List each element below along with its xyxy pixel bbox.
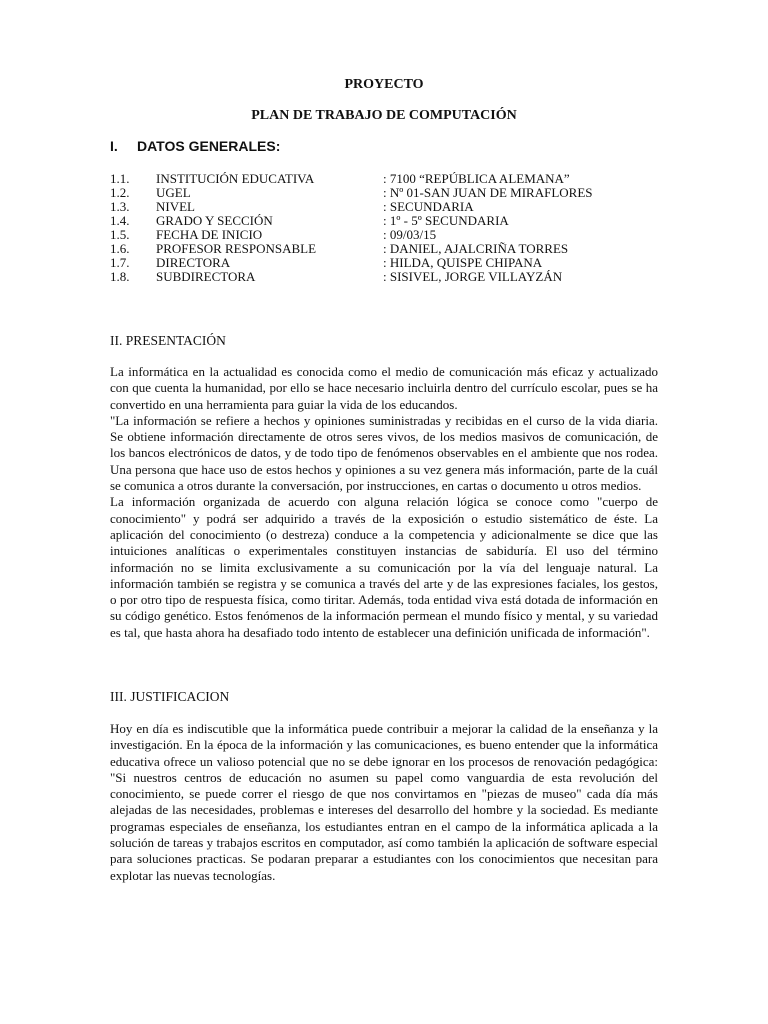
datos-row	[110, 200, 670, 214]
datos-label: SUBDIRECTORA	[156, 269, 256, 284]
datos-value: : 1º - 5º SECUNDARIA	[383, 213, 509, 228]
datos-row	[110, 242, 670, 256]
datos-label: FECHA DE INICIO	[156, 227, 263, 242]
datos-row	[110, 214, 670, 228]
datos-row	[110, 228, 670, 242]
datos-value: : DANIEL, AJALCRIÑA TORRES	[383, 241, 569, 256]
datos-generales-list	[110, 172, 670, 284]
datos-number: 1.3.	[110, 199, 130, 214]
datos-label: INSTITUCIÓN EDUCATIVA	[156, 171, 315, 186]
justificacion-body	[110, 721, 658, 884]
datos-label: DIRECTORA	[156, 255, 231, 270]
section-datos-generales-heading	[110, 138, 280, 154]
presentacion-body	[110, 364, 658, 641]
datos-label: UGEL	[156, 185, 191, 200]
datos-value: : 7100 “REPÚBLICA ALEMANA”	[383, 171, 570, 186]
section-number: I.	[110, 138, 118, 154]
datos-row	[110, 186, 670, 200]
paragraph: Hoy en día es indiscutible que la informática puede contribuir a mejorar la calidad de la enseñanza y la investigación. En la época de la información y las comunicaciones, es bueno entender que la informática educativa ofrece un valioso potencial que no se debe ignorar en los procesos de renovación pedagógica: "Si nuestros centros de educación no asumen su papel como vanguardia de esta revolución del conocimiento, se puede correr el riesgo de que nos convirtamos en "piezas de museo" cada día más alejadas de las necesidades, problemas e intereses del desarrollo del hombre y la sociedad. Es mediante programas especiales de enseñanza, los estudiantes entran en el campo de la informática aplicada a la solución de tareas y trabajos escritos en computador, así como también la aplicación de software especial para soluciones practicas. Se podaran preparar a estudiantes con los conocimientos que necesitan para explotar las nuevas tecnologías.	[110, 721, 658, 883]
datos-label: GRADO Y SECCIÓN	[156, 213, 273, 228]
datos-value: : Nº 01-SAN JUAN DE MIRAFLORES	[383, 185, 593, 200]
paragraph: "La información se refiere a hechos y opiniones suministradas y recibidas en el curso de la vida diaria. Se obtiene información directamente de otros seres vivos, de los medios masivos de comunicación, de los bancos electrónicos de datos, y de todo tipo de fenómenos observables en el ambiente que nos rodea. Una persona que hace uso de estos hechos y opiniones a su vez genera más información, parte de la cuál se comunica a otros durante la conversación, por instrucciones, en cartas o documento u otros medios.	[110, 412, 658, 494]
paragraph: La información organizada de acuerdo con alguna relación lógica se conoce como "cuerpo de conocimiento" y podrá ser adquirido a través de la exposición o estudio sistemático de éste. La aplicación del conocimiento (o destreza) conduce a la competencia y adicionalmente se dice que las intuiciones analíticas o experimentales constituyen instancias de sabiduría. El uso del término información no se limita exclusivamente a su comunicación por la vía del lenguaje natural. La información también se registra y se comunica a través del arte y de las expresiones faciales, los gestos, o por otro tipo de respuesta física, como tiritar. Además, toda entidad viva está dotada de información en su código genético. Estos fenómenos de la información permean el mundo físico y mental, y su variedad es tal, que hasta ahora ha desafiado todo intento de establecer una definición unificada de información".	[110, 494, 658, 640]
document-subtitle: PLAN DE TRABAJO DE COMPUTACIÓN	[251, 108, 517, 123]
datos-value: : HILDA, QUISPE CHIPANA	[383, 255, 543, 270]
datos-number: 1.4.	[110, 213, 130, 228]
datos-value: : SECUNDARIA	[383, 199, 474, 214]
datos-number: 1.2.	[110, 185, 130, 200]
datos-number: 1.7.	[110, 255, 130, 270]
paragraph: La informática en la actualidad es conocida como el medio de comunicación más eficaz y actualizado con que cuenta la humanidad, por ello se hace necesario incluirla dentro del currículo escolar, pues se ha convertido en una herramienta para guiar la vida de los educandos.	[110, 364, 658, 412]
datos-row	[110, 270, 670, 284]
document-title: PROYECTO	[344, 77, 424, 92]
presentacion-heading: II. PRESENTACIÓN	[110, 333, 226, 348]
datos-value: : 09/03/15	[383, 227, 437, 242]
datos-number: 1.5.	[110, 227, 130, 242]
datos-row	[110, 172, 670, 186]
datos-value: : SISIVEL, JORGE VILLAYZÁN	[383, 269, 563, 284]
section-title: DATOS GENERALES:	[137, 138, 281, 154]
datos-number: 1.8.	[110, 269, 130, 284]
datos-label: NIVEL	[156, 199, 195, 214]
datos-number: 1.6.	[110, 241, 130, 256]
justificacion-heading: III. JUSTIFICACION	[110, 689, 230, 704]
datos-row	[110, 256, 670, 270]
datos-number: 1.1.	[110, 171, 130, 186]
datos-label: PROFESOR RESPONSABLE	[156, 241, 317, 256]
